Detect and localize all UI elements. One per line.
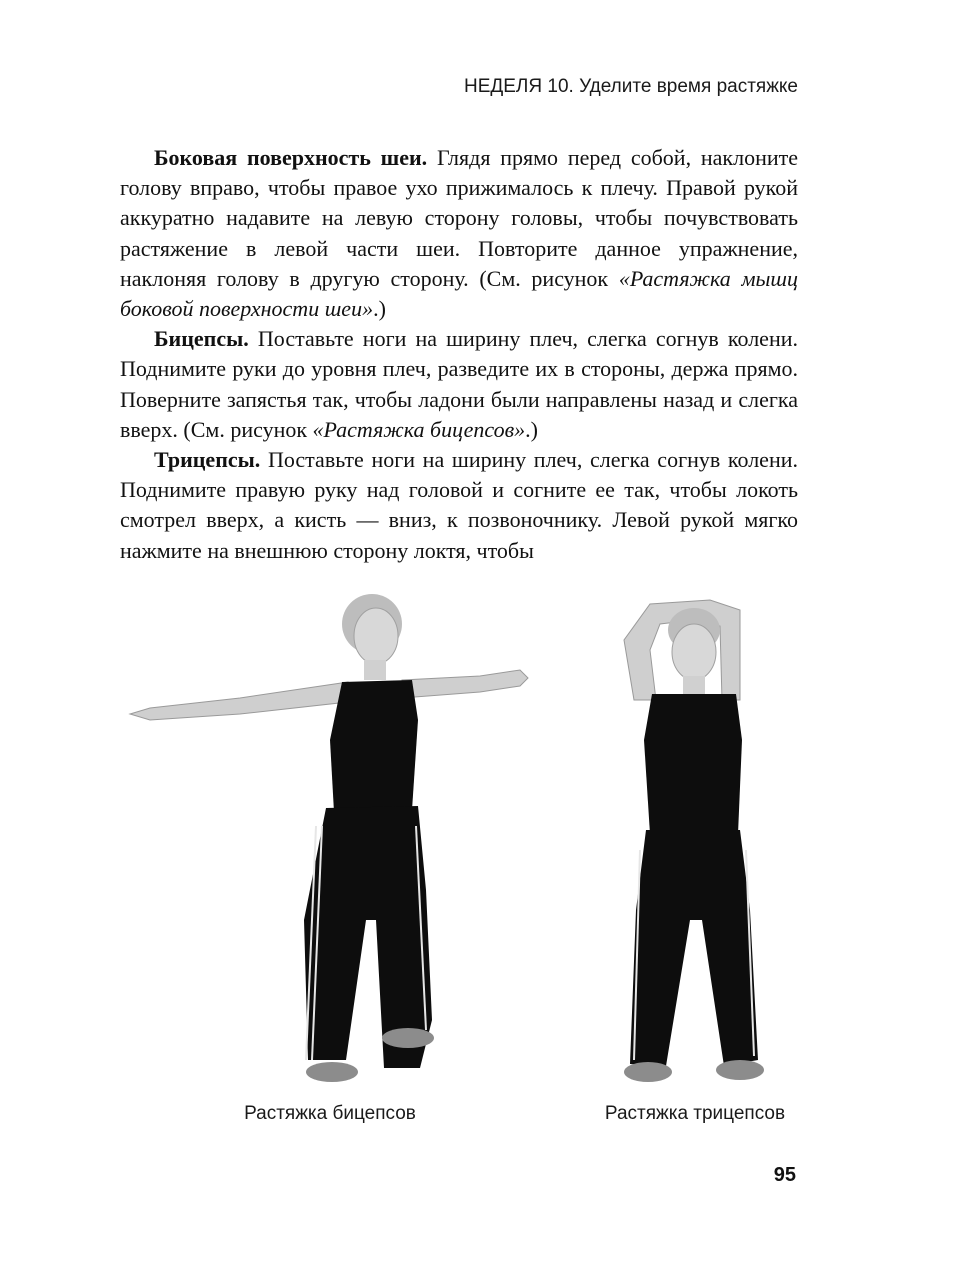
paragraph-tail: .) (373, 296, 386, 322)
paragraph-text: Поставьте ноги на ширину плеч, слегка согнув колени. Поднимите руки до уровня плеч, разведите их в стороны, держа прямо. Поверните запястья так, чтобы ладони были направлены назад и слегка вверх. (См. рисунок (120, 326, 798, 442)
biceps-stretch-photo (120, 590, 540, 1100)
paragraph-text: Поставьте ноги на ширину плеч, слегка согнув колени. Поднимите правую руку над головой и согните ее так, чтобы локоть смотрел вверх, а кисть — вниз, к позвоночнику. Левой рукой мягко нажмите на внешнюю сторону локтя, чтобы (120, 447, 798, 563)
paragraph-text: Глядя прямо перед собой, наклоните голову вправо, чтобы правое ухо прижималось к плечу. Правой рукой аккуратно надавите на левую сторону головы, чтобы почувствовать растяжение в левой части шеи. Повторите данное упражнение, наклоняя голову в другую сторону. (См. рисунок (120, 145, 799, 291)
caption-biceps: Растяжка бицепсов (244, 1103, 416, 1124)
paragraph-heading: Боковая поверхность шеи. (154, 145, 428, 170)
biceps-stretch-illustration (120, 590, 540, 1100)
running-head: НЕДЕЛЯ 10. Уделите время растяжке (463, 76, 798, 97)
paragraph-biceps (120, 324, 798, 445)
page-number: 95 (773, 1164, 796, 1186)
caption-triceps: Растяжка трицепсов (604, 1103, 786, 1124)
triceps-stretch-illustration (590, 590, 800, 1100)
paragraph-tail: .) (525, 416, 538, 442)
paragraph-neck (120, 143, 798, 324)
triceps-stretch-photo (590, 590, 800, 1100)
paragraph-triceps (120, 445, 798, 566)
body-text (120, 143, 798, 566)
figure-reference: «Растяжка бицепсов» (312, 416, 526, 442)
paragraph-heading: Трицепсы. (154, 447, 261, 473)
figure-reference: «Растяжка мышц боковой поверхности шеи» (120, 265, 798, 322)
paragraph-heading: Бицепсы. (154, 326, 249, 352)
